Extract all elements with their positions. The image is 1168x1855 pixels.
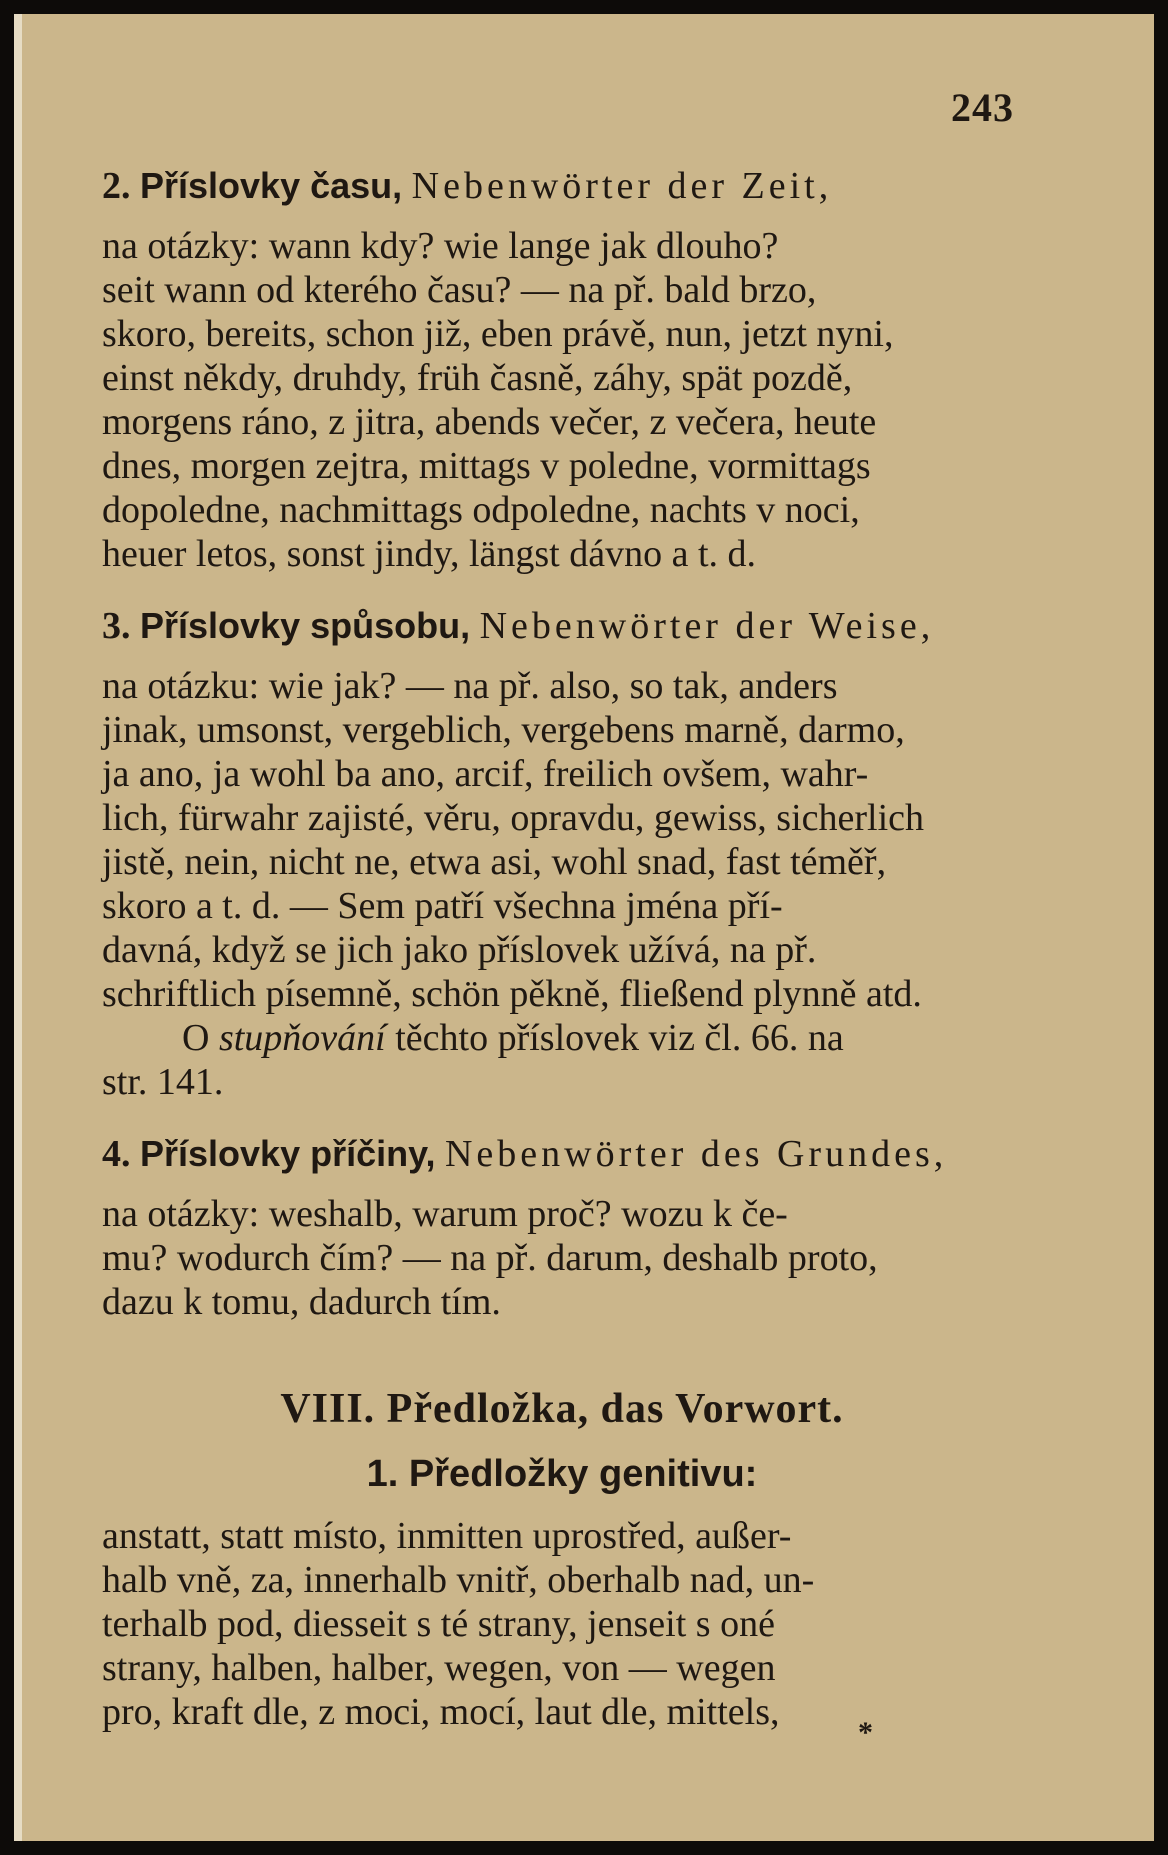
text-line: jistě, nein, nicht ne, etwa asi, wohl snad, fast téměř, [102, 841, 887, 883]
section-4-number: 4. [102, 1133, 131, 1175]
section-3-number: 3. [102, 605, 131, 647]
note-suffix: těchto příslovek viz čl. 66. na [385, 1017, 844, 1059]
text-line: na otázky: wann kdy? wie lange jak dlouho? [102, 225, 779, 267]
text-line: seit wann od kterého času? — na př. bald brzo, [102, 269, 817, 311]
section-3-title: Příslovky spůsobu, [140, 605, 471, 646]
section-3-heading [102, 604, 1022, 648]
note-italic: stupňování [218, 1017, 386, 1059]
text-line: ja ano, ja wohl ba ano, arcif, freilich ovšem, wahr- [102, 753, 869, 795]
section-2-title: Příslovky času, [140, 165, 403, 206]
chapter-title: VIII. Předložka, das Vorwort. [280, 1386, 844, 1432]
footer-asterisk: * [858, 1716, 873, 1749]
chapter-subtitle: 1. Předložky genitivu: [366, 1453, 758, 1495]
section-4-german: Nebenwörter des Grundes, [444, 1133, 948, 1175]
page-content [102, 164, 1022, 1734]
text-line: einst někdy, druhdy, früh časně, záhy, spät pozdě, [102, 357, 853, 399]
text-line: anstatt, statt místo, inmitten uprostřed, außer- [102, 1515, 792, 1557]
section-4-body [102, 1192, 1022, 1324]
text-line: jinak, umsonst, vergeblich, vergebens marně, darmo, [102, 709, 905, 751]
text-line: davná, když se jich jako příslovek užívá, na př. [102, 929, 817, 971]
text-line: heuer letos, sonst jindy, längst dávno a t. d. [102, 533, 756, 575]
text-line: schriftlich písemně, schön pěkně, fließend plynně atd. [102, 973, 922, 1015]
text-line: halb vně, za, innerhalb vnitř, oberhalb nad, un- [102, 1559, 815, 1601]
text-line: str. 141. [102, 1061, 224, 1103]
note-line [102, 1016, 1022, 1060]
text-line: lich, fürwahr zajisté, věru, opravdu, gewiss, sicherlich [102, 797, 925, 839]
text-line: morgens ráno, z jitra, abends večer, z večera, heute [102, 401, 877, 443]
section-3-body [102, 664, 1022, 1104]
section-2-body [102, 224, 1022, 576]
chapter-body [102, 1514, 1022, 1734]
text-line: skoro, bereits, schon již, eben právě, nun, jetzt nyni, [102, 313, 894, 355]
section-3-german: Nebenwörter der Weise, [479, 605, 935, 647]
text-line: dazu k tomu, dadurch tím. [102, 1281, 501, 1323]
text-line: na otázku: wie jak? — na př. also, so tak, anders [102, 665, 838, 707]
text-line: dnes, morgen zejtra, mittags v poledne, vormittags [102, 445, 871, 487]
text-line: na otázky: weshalb, warum proč? wozu k če- [102, 1193, 788, 1235]
text-line: mu? wodurch čím? — na př. darum, deshalb proto, [102, 1237, 878, 1279]
text-line: terhalb pod, diesseit s té strany, jenseit s oné [102, 1603, 775, 1645]
text-line: pro, kraft dle, z moci, mocí, laut dle, mittels, [102, 1691, 780, 1733]
text-line: dopoledne, nachmittags odpoledne, nachts v noci, [102, 489, 860, 531]
text-line: strany, halben, halber, wegen, von — wegen [102, 1647, 776, 1689]
section-2-german: Nebenwörter der Zeit, [411, 165, 833, 207]
section-4-heading [102, 1132, 1022, 1176]
section-2-heading [102, 164, 1022, 208]
note-prefix: O [182, 1017, 219, 1059]
page-number: 243 [951, 85, 1014, 130]
text-line: skoro a t. d. — Sem patří všechna jména pří- [102, 885, 783, 927]
section-2-number: 2. [102, 165, 131, 207]
book-page [14, 14, 1154, 1841]
section-4-title: Příslovky příčiny, [140, 1133, 436, 1174]
